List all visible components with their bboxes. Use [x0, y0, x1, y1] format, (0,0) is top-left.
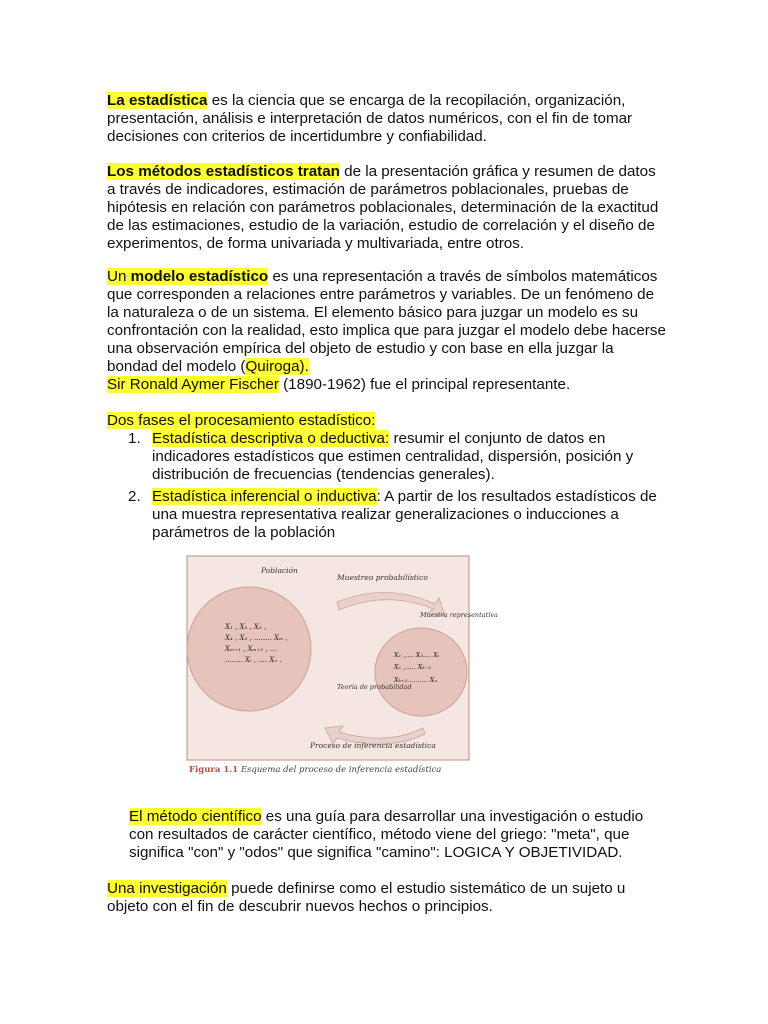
- paragraph-estadistica: [107, 92, 667, 146]
- highlight-prefix: Un: [107, 268, 131, 285]
- label-teoria: Teoría de probabilidad: [337, 683, 412, 691]
- sample-circle: [375, 628, 467, 716]
- paragraph-text: de la presentación gráfica y resumen de datos a través de indicadores, estimación de parámetros poblacionales, pruebas de hipótesis en relación con parámetros poblacionales, determinación de la exactitud de las estimaciones, estudio de la variación, estudio de correlación y el diseño de experimentos, de forma univariada y multivariada, entre otros.: [107, 163, 659, 252]
- paragraph-text: es la ciencia que se encarga de la recopilación, organización, presentación, análisis e interpretación de datos numéricos, con el fin de tomar decisiones con criterios de incertidumbre y confiabilidad.: [107, 92, 633, 145]
- population-line: X₁ , X₂ , X₃ ,: [225, 623, 267, 631]
- list-number: 1.: [128, 430, 141, 447]
- label-muestra: Muestra representativa: [420, 611, 498, 619]
- list-item-text: : A partir de los resultados estadísticos de una muestra representativa realizar generalizaciones o inducciones a parámetros de la población: [152, 488, 657, 541]
- label-poblacion: Población: [261, 566, 298, 575]
- phases-list: [107, 430, 667, 546]
- paragraph-text: es una guía para desarrollar una investigación o estudio con resultados de carácter científico, método viene del griego: "meta", que significa "con" y "odos" que significa "camino": LOGICA Y OBJETIVIDAD.: [129, 808, 644, 861]
- highlight-term: Los métodos estadísticos tratan: [107, 163, 340, 180]
- population-line: X₄ , X₅ , ........ Xₘ ,: [225, 634, 288, 642]
- label-proceso: Proceso de inferencia estadística: [310, 741, 436, 750]
- citation: Quiroga).: [245, 358, 309, 375]
- paragraph-investigacion: [107, 880, 667, 916]
- sample-line: X₁ ,.... X₃.... Xᵢ: [394, 651, 440, 659]
- figure-caption: [189, 764, 441, 775]
- label-muestreo: Muestreo probabilístico: [337, 573, 428, 582]
- paragraph-text: puede definirse como el estudio sistemático de un sujeto u objeto con el fin de descubrir nuevos hechos o principios.: [107, 880, 626, 915]
- person-name: Sir Ronald Aymer Fischer: [107, 376, 279, 393]
- highlight-bold: modelo estadístico: [130, 268, 269, 285]
- highlight-term: Estadística descriptiva o deductiva:: [152, 430, 390, 447]
- caption-text: Esquema del proceso de inferencia estadística: [238, 765, 442, 775]
- paragraph-metodo-cientifico: [129, 808, 647, 862]
- highlight-term: El método científico: [129, 808, 262, 825]
- paragraph-text: es una representación a través de símbolos matemáticos que corresponden a relaciones entre parámetros y variables. De un fenómeno de la naturaleza o de un sistema. El elemento básico para juzgar un modelo es su confrontación con la realidad, esto implica que para juzgar el modelo debe hacerse una observación empírica del objeto de estudio y con base en ella juzgar la bondad del modelo (: [107, 268, 666, 375]
- highlight-term: Estadística inferencial o inductiva: [152, 488, 377, 505]
- caption-label: Figura 1.1: [189, 765, 239, 775]
- highlight-term: La estadística: [107, 92, 208, 109]
- sample-line: X₁ ,..... Xₖ₋₂: [394, 663, 431, 671]
- highlight-term: [107, 268, 268, 285]
- sample-line: Xₖ₊₂.......... Xₙ: [394, 676, 438, 684]
- list-item-text: resumir el conjunto de datos en indicadores estadísticos que estimen centralidad, dispersión, posición y distribución de frecuencias (tendencias generales).: [152, 430, 634, 483]
- person-text: (1890-1962) fue el principal representante.: [278, 376, 571, 393]
- phases-heading: [107, 412, 667, 430]
- paragraph-metodos: [107, 163, 667, 253]
- list-number: 2.: [128, 488, 141, 505]
- list-item: [107, 488, 667, 542]
- inference-diagram: [187, 556, 498, 776]
- list-item: [107, 430, 667, 484]
- population-line: Xₘ₊₁ , Xₘ₊₂ , ...: [225, 645, 277, 653]
- highlight-term: Una investigación: [107, 880, 227, 897]
- population-line: ........ Xᵢ , .... Xₙ .: [225, 656, 282, 664]
- heading-highlight: Dos fases el procesamiento estadístico:: [107, 412, 376, 429]
- paragraph-modelo: [107, 268, 667, 394]
